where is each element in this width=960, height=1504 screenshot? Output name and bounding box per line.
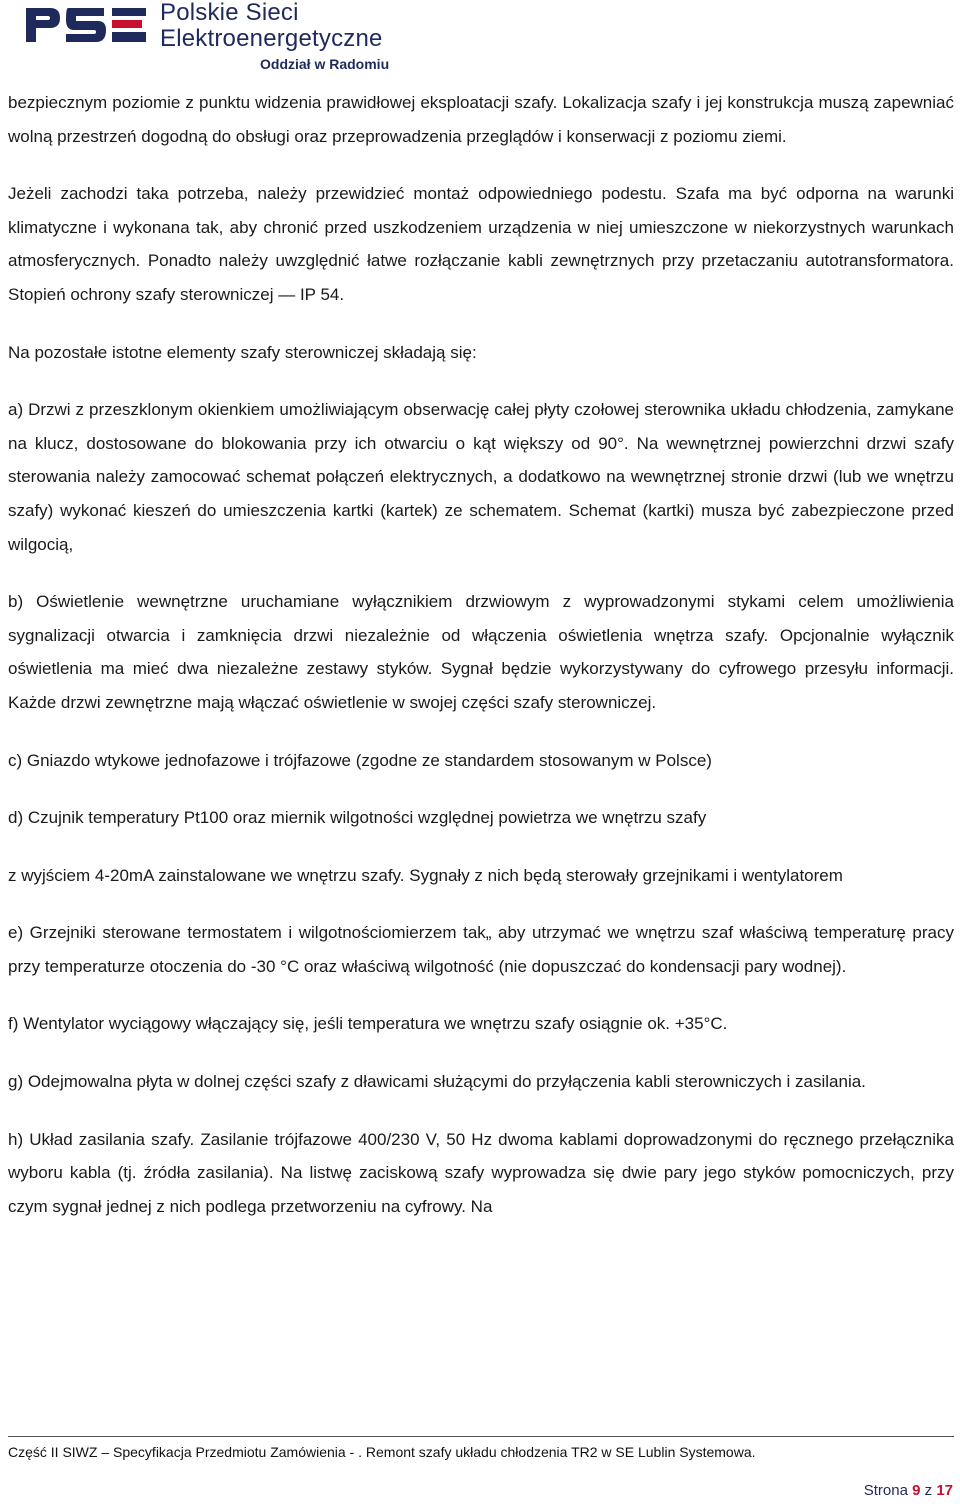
list-item-e: e) Grzejniki sterowane termostatem i wilgotnościomierzem tak„ aby utrzymać we wnętrzu szaf właściwą temperaturę pracy przy temperaturze otoczenia do -30 °C oraz właściwą wilgotność (nie dopuszczać do kondensacji pary wodnej). bbox=[8, 923, 954, 976]
company-name-line1: Polskie Sieci bbox=[160, 0, 299, 26]
company-name bbox=[160, 0, 383, 52]
paragraph: Jeżeli zachodzi taka potrzeba, należy przewidzieć montaż odpowiedniego podestu. Szafa ma być odporna na warunki klimatyczne i wykonana tak, aby chronić przed uszkodzeniem urządzenia w niej umieszczone w niekorzystnych warunkach atmosferycznych. Ponadto należy uwzględnić łatwe rozłączanie kabli zewnętrznych przy przetaczaniu autotransformatora. Stopień ochrony szafy sterowniczej — IP 54. bbox=[8, 184, 954, 304]
pse-logo-icon bbox=[24, 4, 148, 44]
paragraph: Na pozostałe istotne elementy szafy sterowniczej składają się: bbox=[8, 342, 477, 362]
page-current: 9 bbox=[912, 1482, 921, 1499]
list-item-c: c) Gniazdo wtykowe jednofazowe i trójfazowe (zgodne ze standardem stosowanym w Polsce) bbox=[8, 750, 712, 770]
page-number bbox=[864, 1482, 953, 1499]
branch-name: Oddział w Radomiu bbox=[260, 56, 390, 72]
page-separator: z bbox=[924, 1482, 933, 1499]
page-header bbox=[24, 0, 444, 80]
footer-divider bbox=[8, 1436, 954, 1437]
paragraph: bezpiecznym poziomie z punktu widzenia prawidłowej eksploatacji szafy. Lokalizacja szafy i jej konstrukcja muszą zapewniać wolną przestrzeń dogodną do obsługi oraz przeprowadzenia przeglądów i konserwacji z poziomu ziemi. bbox=[8, 93, 954, 146]
document-body bbox=[8, 86, 954, 1223]
page-label: Strona bbox=[863, 1482, 908, 1499]
list-item-a: a) Drzwi z przeszklonym okienkiem umożliwiającym obserwację całej płyty czołowej sterownika układu chłodzenia, zamykane na klucz, dostosowane do blokowania przy ich otwarciu o kąt większy od 90°. Na wewnętrznej powierzchni drzwi szafy sterowania należy zamocować schemat połączeń elektrycznych, a dodatkowo na wewnętrznej stronie drzwi (lub we wnętrzu szafy) wykonać kieszeń do umieszczenia kartki (kartek) ze schematem. Schemat (kartki) musza być zabezpieczone przed wilgocią, bbox=[8, 400, 954, 554]
list-item-b: b) Oświetlenie wewnętrzne uruchamiane wyłącznikiem drzwiowym z wyprowadzonymi stykami celem umożliwienia sygnalizacji otwarcia i zamknięcia drzwi niezależnie od włączenia oświetlenia wnętrza szafy. Opcjonalnie wyłącznik oświetlenia ma mieć dwa niezależne zestawy styków. Sygnał będzie wykorzystywany do cyfrowego przesyłu informacji. Każde drzwi zewnętrzne mają włączać oświetlenie w swojej części szafy sterowniczej. bbox=[8, 592, 954, 712]
footer-text: Część II SIWZ – Specyfikacja Przedmiotu Zamówienia - . Remont szafy układu chłodzenia TR2 w SE Lublin Systemowa. bbox=[8, 1444, 756, 1460]
list-item-f: f) Wentylator wyciągowy włączający się, jeśli temperatura we wnętrzu szafy osiągnie ok. +35°C. bbox=[8, 1014, 728, 1034]
page-total: 17 bbox=[936, 1482, 953, 1499]
company-name-line2: Elektroenergetyczne bbox=[160, 25, 383, 52]
list-item-d: d) Czujnik temperatury Pt100 oraz miernik wilgotności względnej powietrza we wnętrzu szafy bbox=[8, 808, 707, 828]
list-item-g: g) Odejmowalna płyta w dolnej części szafy z dławicami służącymi do przyłączenia kabli sterowniczych i zasilania. bbox=[8, 1072, 866, 1092]
list-item-h: h) Układ zasilania szafy. Zasilanie trójfazowe 400/230 V, 50 Hz dwoma kablami doprowadzonymi do ręcznego przełącznika wyboru kabla (tj. źródła zasilania). Na listwę zaciskową szafy wyprowadza się dwie pary jego styków pomocniczych, przy czym sygnał jednej z nich podlega przetworzeniu na cyfrowy. Na bbox=[8, 1129, 954, 1216]
list-item-d-continued: z wyjściem 4-20mA zainstalowane we wnętrzu szafy. Sygnały z nich będą sterowały grzejnikami i wentylatorem bbox=[8, 865, 843, 885]
